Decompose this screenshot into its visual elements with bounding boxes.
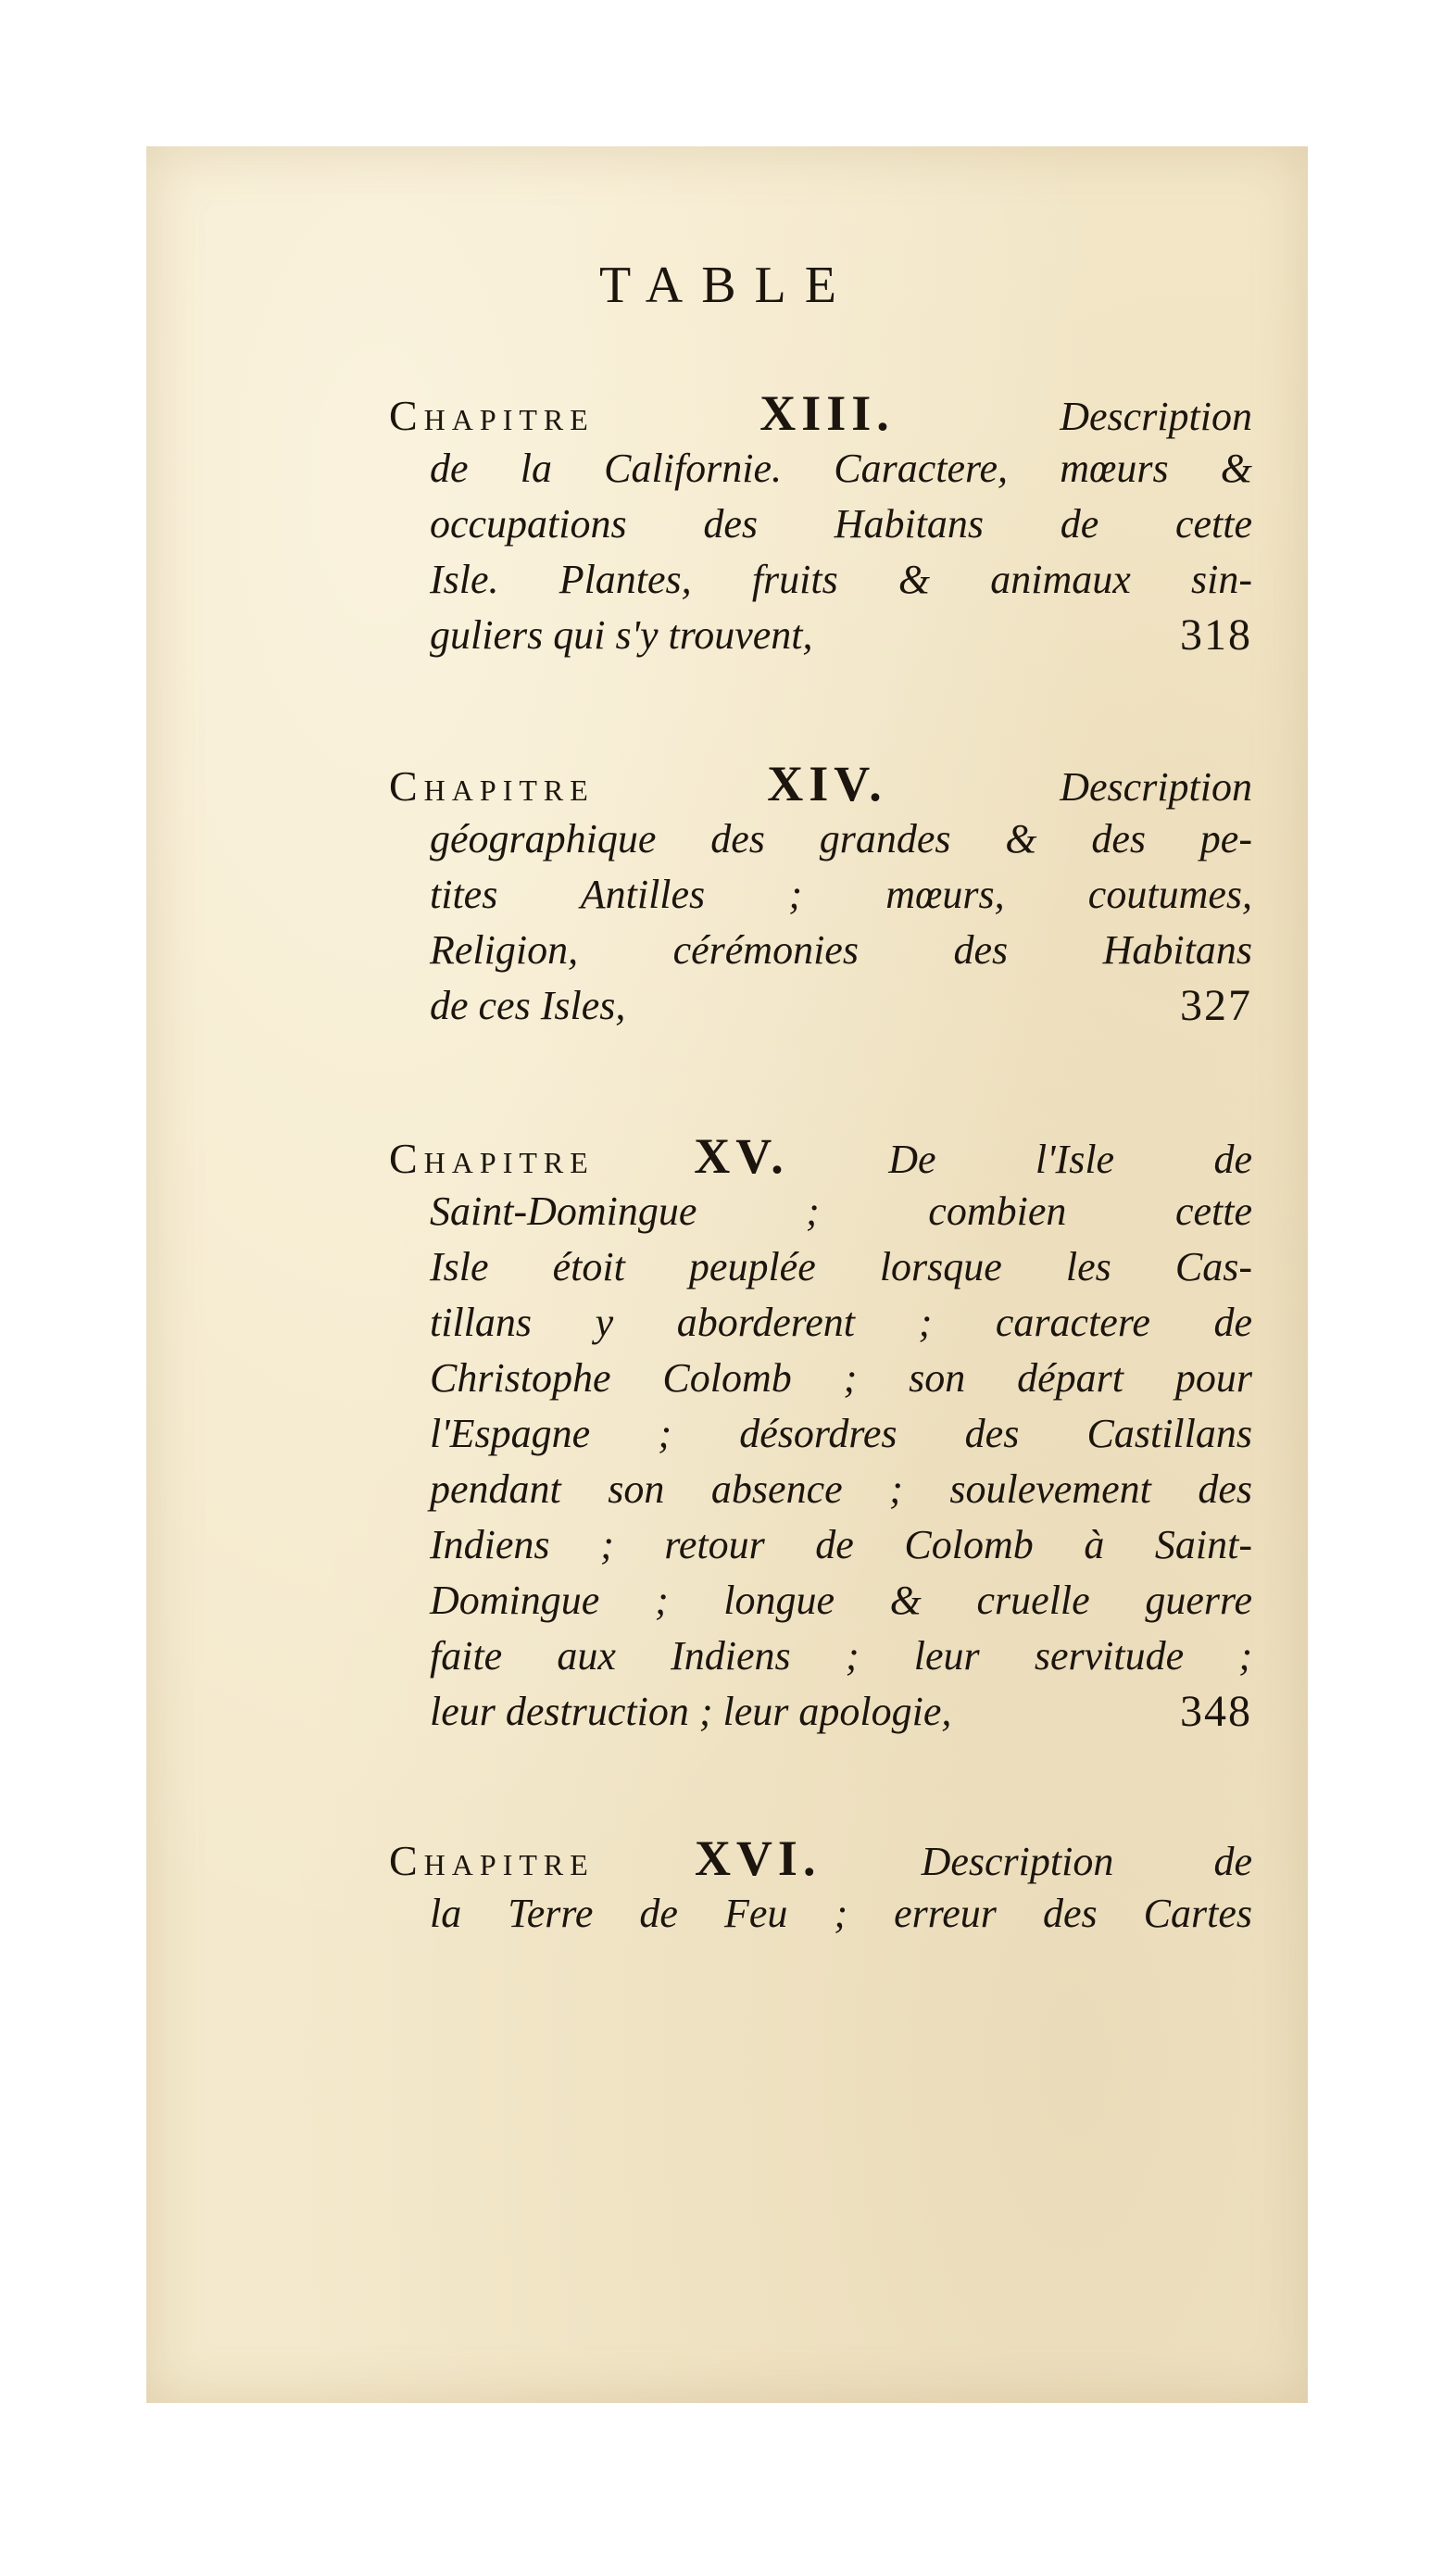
page-header: TABLE (599, 257, 855, 314)
entry-title-start: De l'Isle de (888, 1137, 1253, 1182)
entry-line: la Terre de Feu ; erreur des Cartes (430, 1891, 1252, 1936)
entry-line: de ces Isles, (430, 983, 626, 1028)
entry-line: géographique des grandes & des pe- (430, 816, 1252, 861)
chapter-numeral: XV. (694, 1128, 789, 1184)
chapter-word: Chapitre (389, 1135, 595, 1182)
entry-first-line (389, 756, 1252, 811)
entry-line: guliers qui s'y trouvent, (430, 612, 813, 658)
page-number: 348 (1180, 1687, 1252, 1736)
entry-line: leur destruction ; leur apologie, (430, 1689, 952, 1734)
entry-line: l'Espagne ; désordres des Castillans (430, 1411, 1252, 1456)
chapter-word: Chapitre (389, 392, 595, 439)
chapter-numeral: XIII. (759, 385, 895, 441)
book-page (146, 146, 1308, 2403)
chapter-numeral: XIV. (767, 756, 887, 811)
chapter-word: Chapitre (389, 762, 595, 810)
entry-line: tites Antilles ; mœurs, coutumes, (430, 872, 1252, 917)
chapter-word: Chapitre (389, 1837, 595, 1884)
entry-line: Religion, cérémonies des Habitans (430, 927, 1252, 973)
entry-line: occupations des Habitans de cette (430, 501, 1252, 547)
entry-first-line (389, 1128, 1252, 1184)
entry-line: de la Californie. Caractere, mœurs & (430, 446, 1252, 491)
entry-line: Indiens ; retour de Colomb à Saint- (430, 1522, 1252, 1567)
entry-title-start: Description (1060, 764, 1252, 810)
toc-entry-chapter-15 (389, 1128, 1252, 1740)
entry-line: Domingue ; longue & cruelle guerre (430, 1578, 1252, 1623)
entry-line: Saint-Domingue ; combien cette (430, 1188, 1252, 1234)
entry-last-line (389, 608, 1252, 663)
toc-entry-chapter-14 (389, 756, 1252, 1034)
toc-entry-chapter-13 (389, 385, 1252, 663)
entry-last-line (389, 978, 1252, 1034)
entry-line: Christophe Colomb ; son départ pour (430, 1355, 1252, 1401)
page-number: 327 (1180, 981, 1252, 1030)
chapter-numeral: XVI. (694, 1830, 822, 1886)
entry-last-line (389, 1684, 1252, 1740)
toc-entry-chapter-16 (389, 1830, 1252, 1942)
entry-first-line (389, 385, 1252, 441)
page-number: 318 (1180, 610, 1252, 660)
entry-title-start: Description de (921, 1839, 1253, 1884)
entry-title-start: Description (1060, 394, 1253, 439)
entry-line: Isle. Plantes, fruits & animaux sin- (430, 557, 1252, 602)
entry-first-line (389, 1830, 1252, 1886)
entry-line: pendant son absence ; soulevement des (430, 1466, 1252, 1512)
entry-line: tillans y aborderent ; caractere de (430, 1300, 1252, 1345)
entry-line: Isle étoit peuplée lorsque les Cas- (430, 1244, 1252, 1289)
entry-line: faite aux Indiens ; leur servitude ; (430, 1633, 1252, 1679)
